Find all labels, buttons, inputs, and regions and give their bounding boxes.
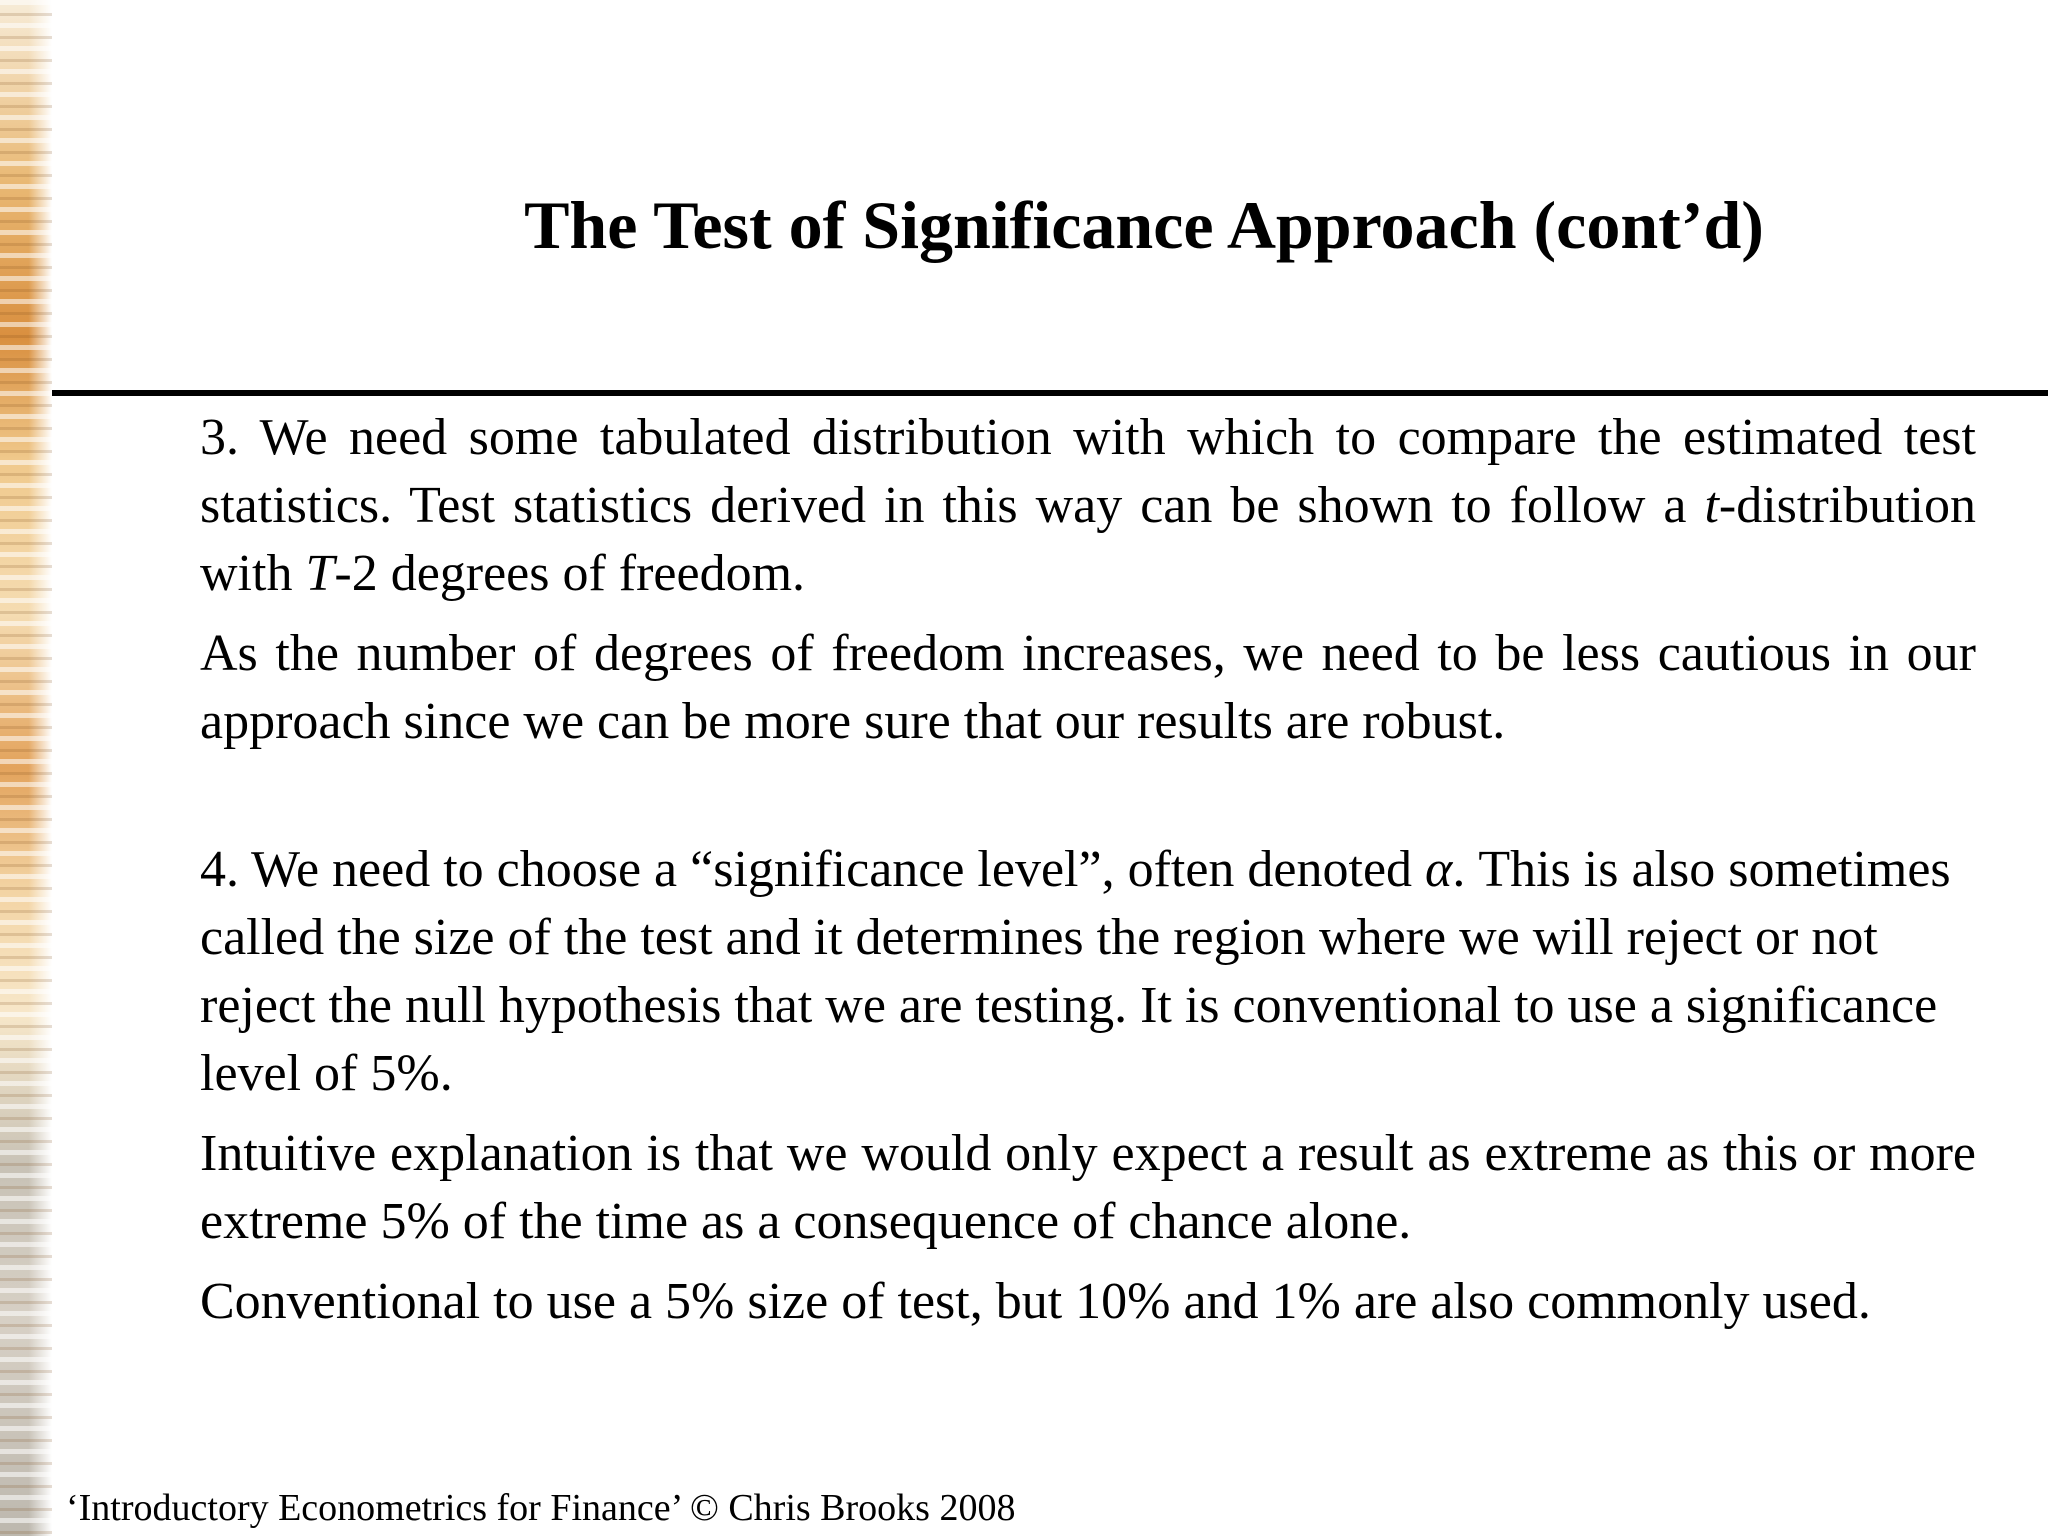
slide-body [200, 404, 1976, 1336]
paragraph-point-4-text-a: 4. We need to choose a “significance level”, often denoted [200, 841, 1426, 898]
alpha-symbol: α [1425, 841, 1453, 898]
paragraph-point-4 [200, 836, 1976, 1108]
paragraph-point-3-text-c: -2 degrees of freedom. [334, 545, 806, 602]
paragraph-point-3 [200, 404, 1976, 608]
paragraph-point-4-text-b: . This is also sometimes called the size of the test and it determines the region where we will reject or not reject the null hypothesis that we are testing. It is conventional to use a significance level of 5%. [200, 841, 1951, 1102]
title-divider [52, 390, 2048, 396]
paragraph-point-3-T-symbol: T [305, 545, 335, 602]
footer-copyright: ‘Introductory Econometrics for Finance’ © Chris Brooks 2008 [66, 1487, 1016, 1529]
paragraph-point-3-t-symbol: t [1704, 477, 1719, 534]
paragraph-degrees-of-freedom: As the number of degrees of freedom increases, we need to be less cautious in our approach since we can be more sure that our results are robust. [200, 625, 1976, 750]
paragraph-conventional-size: Conventional to use a 5% size of test, but 10% and 1% are also commonly used. [200, 1273, 1871, 1330]
paragraph-intuitive-explanation: Intuitive explanation is that we would only expect a result as extreme as this or more extreme 5% of the time as a consequence of chance alone. [200, 1125, 1976, 1250]
paragraph-point-3-text-a: 3. We need some tabulated distribution with which to compare the estimated test statistics. Test statistics derived in this way can be shown to follow a [200, 409, 1976, 534]
paragraph-point-3-text-b: -distribution with [200, 477, 1976, 602]
slide-title: The Test of Significance Approach (cont’d) [524, 187, 1764, 263]
